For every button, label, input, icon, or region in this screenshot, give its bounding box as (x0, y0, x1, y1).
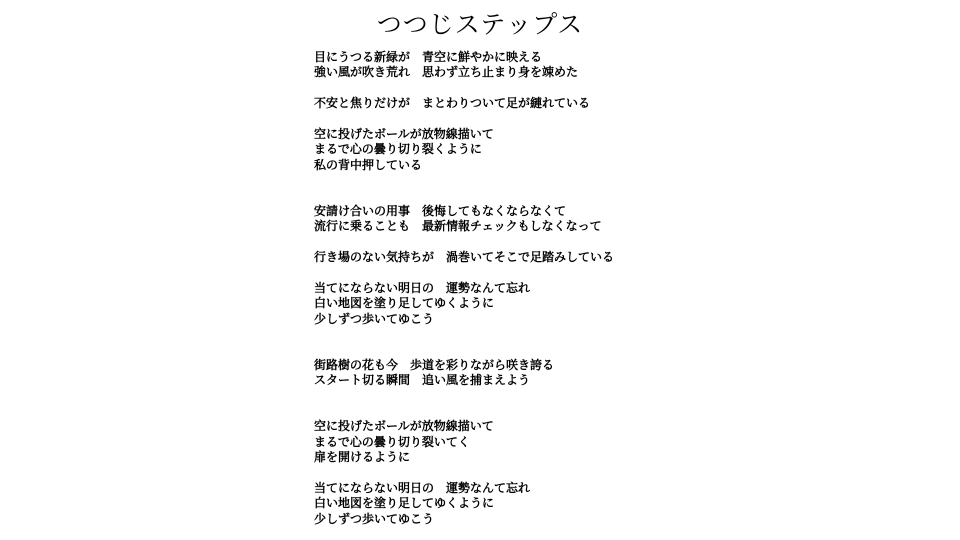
lyric-line: 空に投げたボールが放物線描いて (314, 126, 494, 141)
lyric-line: まるで心の曇り切り裂くように (314, 142, 482, 157)
stanza (314, 419, 914, 465)
stanza-spacer (314, 112, 914, 127)
lyric-line: 私の背中押している (314, 157, 423, 172)
stanza-spacer (314, 81, 914, 96)
lyric-line: 少しずつ歩いてゆこう (314, 311, 435, 326)
lyric-line: 行き場のない気持ちが 渦巻いてそこで足踏みしている (314, 250, 615, 265)
section-spacer (314, 327, 914, 358)
lyric-line: 目にうつる新緑が 青空に鮮やかに映える (314, 50, 543, 64)
lyric-line: 当てにならない明日の 運勢なんて忘れ (314, 280, 531, 295)
stanza (314, 204, 914, 235)
stanza (314, 481, 914, 527)
stanza-spacer (314, 235, 914, 250)
lyric-line: 少しずつ歩いてゆこう (314, 511, 435, 526)
stanza (314, 50, 914, 81)
lyric-line: スタート切る瞬間 追い風を捕まえよう (314, 373, 531, 388)
lyric-line: 当てにならない明日の 運勢なんて忘れ (314, 480, 531, 495)
lyric-line: 強い風が吹き荒れ 思わず立ち止まり身を竦めた (314, 65, 579, 80)
lyric-line: 扉を開けるように (314, 450, 411, 465)
lyric-line: 空に投げたボールが放物線描いて (314, 419, 494, 434)
lyric-line: 街路樹の花も今 歩道を彩りながら咲き誇る (314, 357, 555, 372)
lyric-line: 安請け合いの用事 後悔してもなくならなくて (314, 203, 567, 218)
section-spacer (314, 173, 914, 204)
lyric-line: まるで心の曇り切り裂いてく (314, 434, 470, 449)
song-title: つつじステップス (376, 10, 584, 39)
stanza (314, 96, 914, 111)
section-spacer (314, 389, 914, 420)
lyric-line: 白い地図を塗り足してゆくように (314, 296, 495, 311)
stanza (314, 281, 914, 327)
lyric-line: 流行に乗ることも 最新情報チェックもしなくなって (314, 219, 602, 234)
lyric-line: 不安と焦りだけが まとわりついて足が縺れている (314, 96, 591, 111)
stanza-spacer (314, 265, 914, 280)
stanza (314, 127, 914, 173)
stanza (314, 250, 914, 265)
lyrics-body (314, 50, 914, 527)
stanza (314, 358, 914, 389)
lyric-line: 白い地図を塗り足してゆくように (314, 496, 495, 511)
stanza-spacer (314, 466, 914, 481)
